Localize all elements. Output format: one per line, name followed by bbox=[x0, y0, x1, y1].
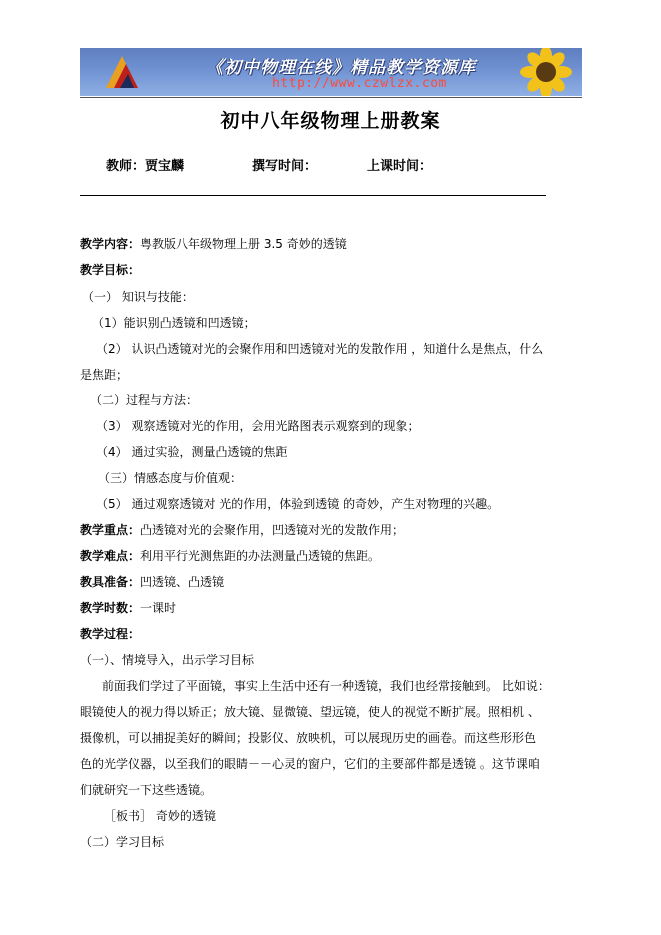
document-title: 初中八年级物理上册教案 bbox=[220, 110, 441, 132]
hours-label: 教学时数： bbox=[80, 601, 141, 615]
goal-section-1: （一） 知识与技能： bbox=[82, 290, 194, 304]
written-time-label: 撰写时间： bbox=[252, 159, 318, 174]
goal-section-3: （三）情感态度与价值观： bbox=[98, 471, 243, 485]
content-value: 粤教版八年级物理上册 3.5 奇妙的透镜 bbox=[140, 237, 347, 251]
key-points-value: 凸透镜对光的会聚作用，凹透镜对光的发散作用； bbox=[140, 523, 405, 537]
goal-section-2: （二）过程与方法： bbox=[90, 393, 199, 407]
sunflower-icon bbox=[516, 48, 576, 96]
paragraph-line-1: 前面我们学过了平面镜，事实上生活中还有一种透镜，我们也经常接触到。 比如说： bbox=[102, 679, 550, 693]
goal-2-line2: 是焦距； bbox=[80, 368, 129, 382]
content-line bbox=[80, 235, 347, 252]
paragraph-line-2: 眼镜使人的视力得以矫正；放大镜、显微镜、望远镜，使人的视觉不断扩展。照相机 、 bbox=[80, 705, 540, 719]
paragraph-line-4: 色的光学仪器，以至我们的眼睛－－心灵的窗户，它们的主要部件都是透镜 。这节课咱 bbox=[80, 757, 540, 771]
process-section-2: （二）学习目标 bbox=[80, 835, 165, 849]
hours-value: 一课时 bbox=[140, 601, 177, 615]
goal-4: （4） 通过实验，测量凸透镜的焦距 bbox=[96, 445, 288, 459]
goals-label: 教学目标： bbox=[80, 263, 141, 277]
content-label: 教学内容： bbox=[80, 237, 141, 251]
goal-5: （5） 通过观察透镜对 光的作用，体验到透镜 的奇妙，产生对物理的兴趣。 bbox=[96, 497, 500, 511]
banner-url[interactable]: http://www.czwlzx.com bbox=[272, 76, 447, 91]
difficulty-value: 利用平行光测焦距的办法测量凸透镜的焦距。 bbox=[140, 549, 381, 563]
key-points-line bbox=[80, 521, 404, 538]
aids-value: 凹透镜、凸透镜 bbox=[140, 575, 225, 589]
goal-1: （1）能识别凸透镜和凹透镜； bbox=[92, 316, 256, 330]
process-section-1: （一）、情境导入，出示学习目标 bbox=[80, 653, 255, 667]
goal-2-line1: （2） 认识凸透镜对光的会聚作用和凹透镜对光的发散作用 ，知道什么是焦点，什么 bbox=[96, 342, 544, 356]
key-points-label: 教学重点： bbox=[80, 523, 141, 537]
difficulty-label: 教学难点： bbox=[80, 549, 141, 563]
aids-label: 教具准备： bbox=[80, 575, 141, 589]
hours-line bbox=[80, 599, 176, 616]
class-time-label: 上课时间： bbox=[367, 159, 433, 174]
goal-3: （3） 观察透镜对光的作用，会用光路图表示观察到的现象； bbox=[96, 419, 420, 433]
header-banner bbox=[80, 48, 582, 96]
difficulty-line bbox=[80, 547, 380, 564]
aids-line bbox=[80, 573, 224, 590]
paragraph-line-3: 摄像机，可以捕捉美好的瞬间；投影仪、放映机，可以展现历史的画卷。而这些形形色 bbox=[80, 731, 537, 745]
header-rule bbox=[80, 195, 546, 196]
board-note: ［板书］ 奇妙的透镜 bbox=[104, 809, 216, 823]
paragraph-line-5: 们就研究一下这些透镜。 bbox=[80, 783, 213, 797]
logo-icon bbox=[102, 52, 142, 92]
process-label: 教学过程： bbox=[80, 627, 141, 641]
banner-divider bbox=[80, 97, 582, 98]
teacher-label: 教师：贾宝麟 bbox=[106, 159, 185, 174]
banner-title: 《初中物理在线》精品教学资源库 bbox=[206, 58, 476, 78]
